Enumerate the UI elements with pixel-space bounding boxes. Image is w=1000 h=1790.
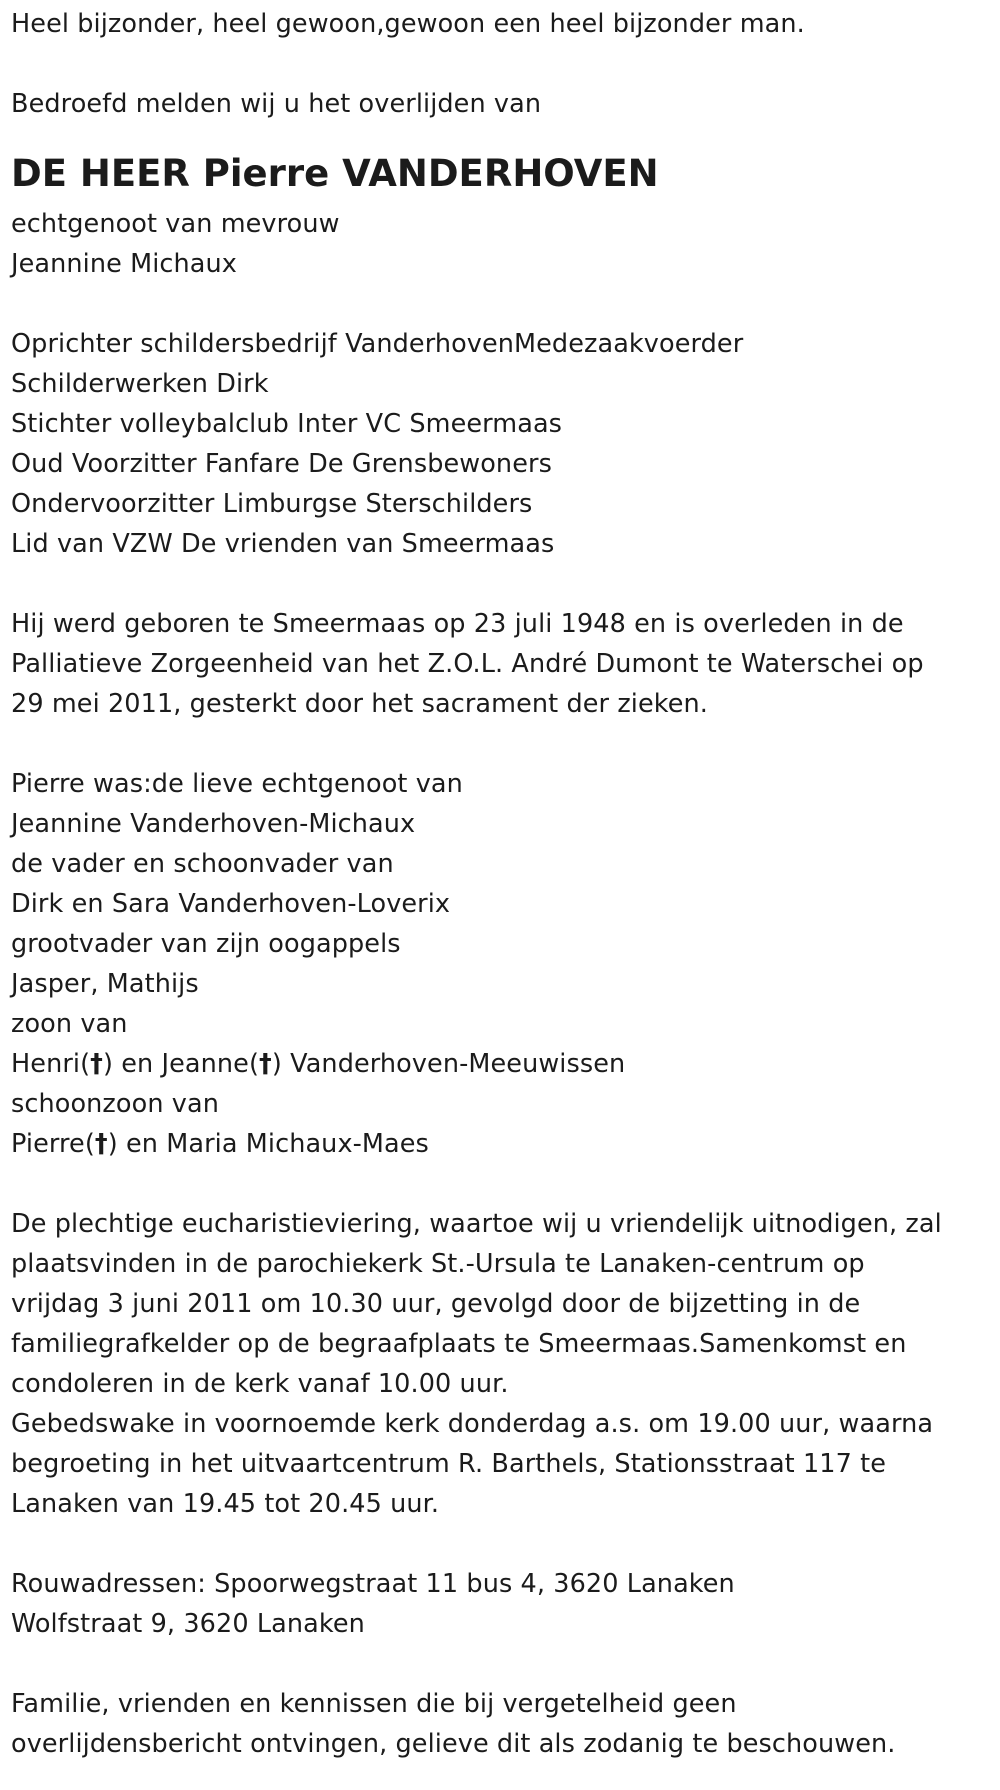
paragraph-line: overlijdensbericht ontvingen, gelieve dit als zodanig te beschouwen.	[11, 1729, 896, 1759]
parents-text-2: ) en Jeanne(	[103, 1049, 260, 1079]
paragraph-line: plaatsvinden in de parochiekerk St.-Ursula te Lanaken-centrum op	[11, 1249, 865, 1279]
paragraph-line: De plechtige eucharistieviering, waartoe wij u vriendelijk uitnodigen, zal	[11, 1209, 942, 1239]
role-item: Stichter volleybalclub Inter VC Smeermaas	[11, 409, 563, 439]
family-line: Jasper, Mathijs	[11, 969, 199, 999]
address-line: Wolfstraat 9, 3620 Lanaken	[11, 1609, 365, 1639]
family-line: grootvader van zijn oogappels	[11, 929, 401, 959]
announcement: Bedroefd melden wij u het overlijden van	[11, 89, 542, 119]
family-line: Jeannine Vanderhoven-Michaux	[11, 809, 416, 839]
family-line-in-laws	[11, 1124, 991, 1164]
family-line-parents	[11, 1044, 991, 1084]
roles-list	[11, 324, 991, 564]
parents-text-3: ) Vanderhoven-Meeuwissen	[271, 1049, 626, 1079]
paragraph-line: Hij werd geboren te Smeermaas op 23 juli 1948 en is overleden in de	[11, 609, 904, 639]
birth-death-paragraph	[11, 604, 991, 724]
addresses	[11, 1564, 991, 1644]
address-line: Rouwadressen: Spoorwegstraat 11 bus 4, 3620 Lanaken	[11, 1569, 735, 1599]
family-line: de vader en schoonvader van	[11, 849, 394, 879]
role-item: Ondervoorzitter Limburgse Sterschilders	[11, 489, 533, 519]
family-line: Pierre was:de lieve echtgenoot van	[11, 769, 463, 799]
spouse-line-1: echtgenoot van mevrouw	[11, 209, 340, 239]
cross-icon: †	[94, 1129, 108, 1159]
family-section	[11, 764, 991, 1164]
ceremony-paragraph	[11, 1204, 991, 1524]
in-laws-text-2: ) en Maria Michaux-Maes	[107, 1129, 429, 1159]
paragraph-line: condoleren in de kerk vanaf 10.00 uur.	[11, 1369, 509, 1399]
role-item: Schilderwerken Dirk	[11, 369, 269, 399]
paragraph-line: Lanaken van 19.45 tot 20.45 uur.	[11, 1489, 440, 1519]
motto: Heel bijzonder, heel gewoon,gewoon een heel bijzonder man.	[11, 9, 805, 39]
paragraph-line: 29 mei 2011, gesterkt door het sacrament der zieken.	[11, 689, 708, 719]
deceased-name: DE HEER Pierre VANDERHOVEN	[11, 152, 659, 195]
family-line: schoonzoon van	[11, 1089, 219, 1119]
paragraph-line: Palliatieve Zorgeenheid van het Z.O.L. André Dumont te Waterschei op	[11, 649, 924, 679]
family-line: zoon van	[11, 1009, 128, 1039]
paragraph-line: Familie, vrienden en kennissen die bij vergetelheid geen	[11, 1689, 737, 1719]
spouse-line-2: Jeannine Michaux	[11, 249, 237, 279]
role-item: Lid van VZW De vrienden van Smeermaas	[11, 529, 555, 559]
paragraph-line: begroeting in het uitvaartcentrum R. Barthels, Stationsstraat 117 te	[11, 1449, 887, 1479]
cross-icon: †	[90, 1049, 104, 1079]
paragraph-line: familiegrafkelder op de begraafplaats te Smeermaas.Samenkomst en	[11, 1329, 907, 1359]
paragraph-line: vrijdag 3 juni 2011 om 10.30 uur, gevolgd door de bijzetting in de	[11, 1289, 861, 1319]
closing-paragraph	[11, 1684, 991, 1764]
role-item: Oud Voorzitter Fanfare De Grensbewoners	[11, 449, 552, 479]
parents-text-1: Henri(	[11, 1049, 91, 1079]
obituary-notice	[11, 4, 991, 1764]
family-line: Dirk en Sara Vanderhoven-Loverix	[11, 889, 451, 919]
role-item: Oprichter schildersbedrijf VanderhovenMedezaakvoerder	[11, 329, 744, 359]
paragraph-line: Gebedswake in voornoemde kerk donderdag a.s. om 19.00 uur, waarna	[11, 1409, 934, 1439]
cross-icon: †	[259, 1049, 272, 1079]
in-laws-text-1: Pierre(	[11, 1129, 95, 1159]
